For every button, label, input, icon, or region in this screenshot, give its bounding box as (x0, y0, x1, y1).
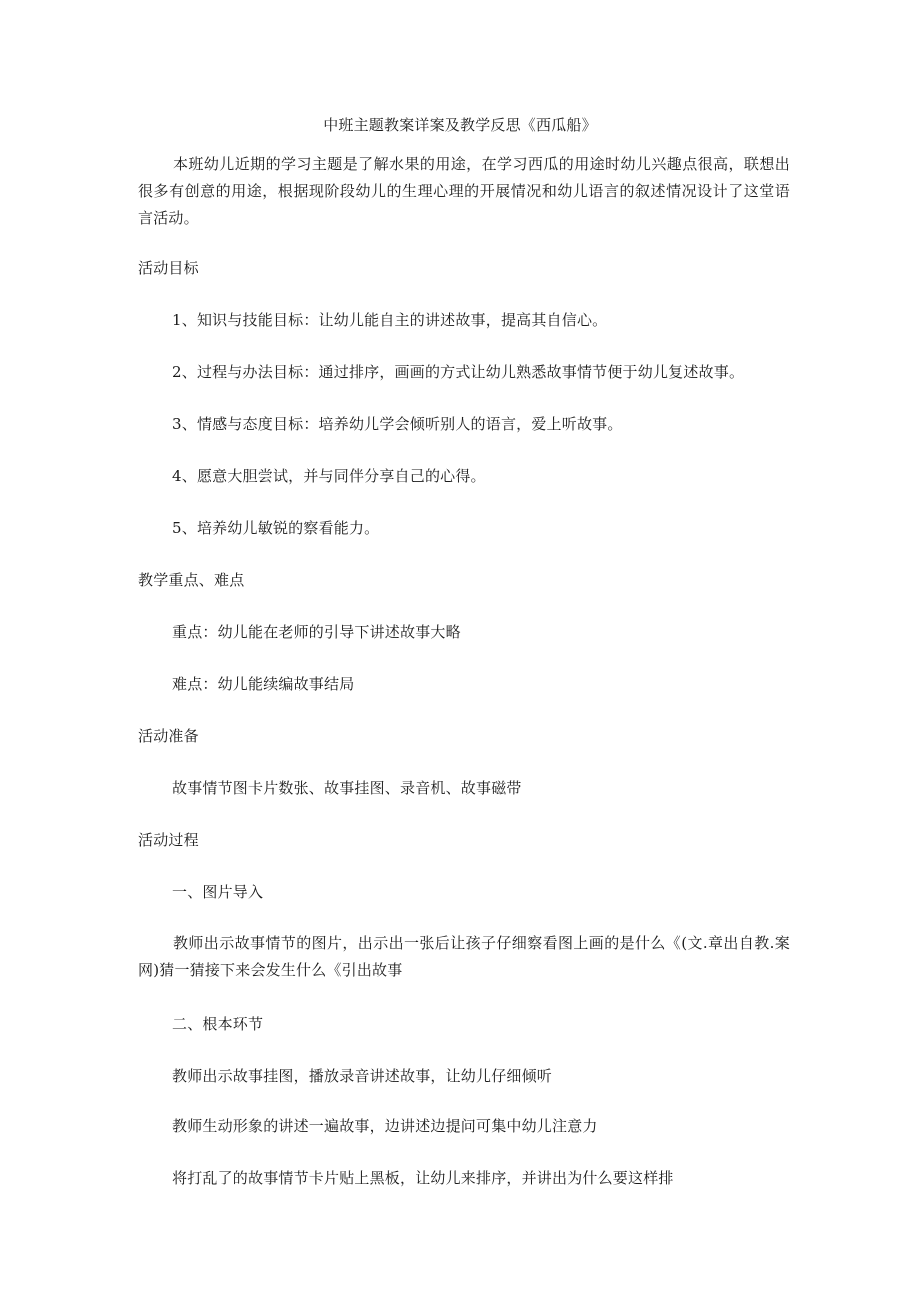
step1-heading: 一、图片导入 (172, 883, 264, 901)
difficult-point: 难点：幼儿能续编故事结局 (172, 675, 355, 693)
goal-item: 1、知识与技能目标：让幼儿能自主的讲述故事，提高其自信心。 (172, 311, 608, 329)
goal-item: 2、过程与办法目标：通过排序，画画的方式让幼儿熟悉故事情节便于幼儿复述故事。 (172, 363, 745, 381)
key-points-heading: 教学重点、难点 (138, 571, 245, 589)
goals-heading: 活动目标 (138, 259, 199, 277)
step2-line: 教师出示故事挂图，播放录音讲述故事，让幼儿仔细倾听 (172, 1067, 553, 1085)
preparation-text: 故事情节图卡片数张、故事挂图、录音机、故事磁带 (172, 779, 522, 797)
goal-item: 3、情感与态度目标：培养幼儿学会倾听别人的语言，爱上听故事。 (172, 415, 623, 433)
goal-item: 4、愿意大胆尝试，并与同伴分享自己的心得。 (172, 467, 486, 485)
goal-item: 5、培养幼儿敏锐的察看能力。 (172, 519, 380, 537)
process-heading: 活动过程 (138, 831, 199, 849)
document-title: 中班主题教案详案及教学反思《西瓜船》 (323, 116, 597, 134)
preparation-heading: 活动准备 (138, 727, 199, 745)
step2-line: 教师生动形象的讲述一遍故事，边讲述边提问可集中幼儿注意力 (172, 1117, 598, 1135)
key-point: 重点：幼儿能在老师的引导下讲述故事大略 (172, 623, 461, 641)
intro-paragraph: 本班幼儿近期的学习主题是了解水果的用途，在学习西瓜的用途时幼儿兴趣点很高，联想出很多有创意的用途，根据现阶段幼儿的生理心理的开展情况和幼儿语言的叙述情况设计了这堂语言活动。 (138, 155, 790, 227)
step2-line: 将打乱了的故事情节卡片贴上黑板，让幼儿来排序，并讲出为什么要这样排 (172, 1169, 674, 1187)
step1-paragraph: 教师出示故事情节的图片，出示出一张后让孩子仔细察看图上画的是什么《(文.章出自教.案网)猜一猜接下来会发生什么《引出故事 (138, 934, 790, 979)
step2-heading: 二、根本环节 (172, 1015, 264, 1033)
